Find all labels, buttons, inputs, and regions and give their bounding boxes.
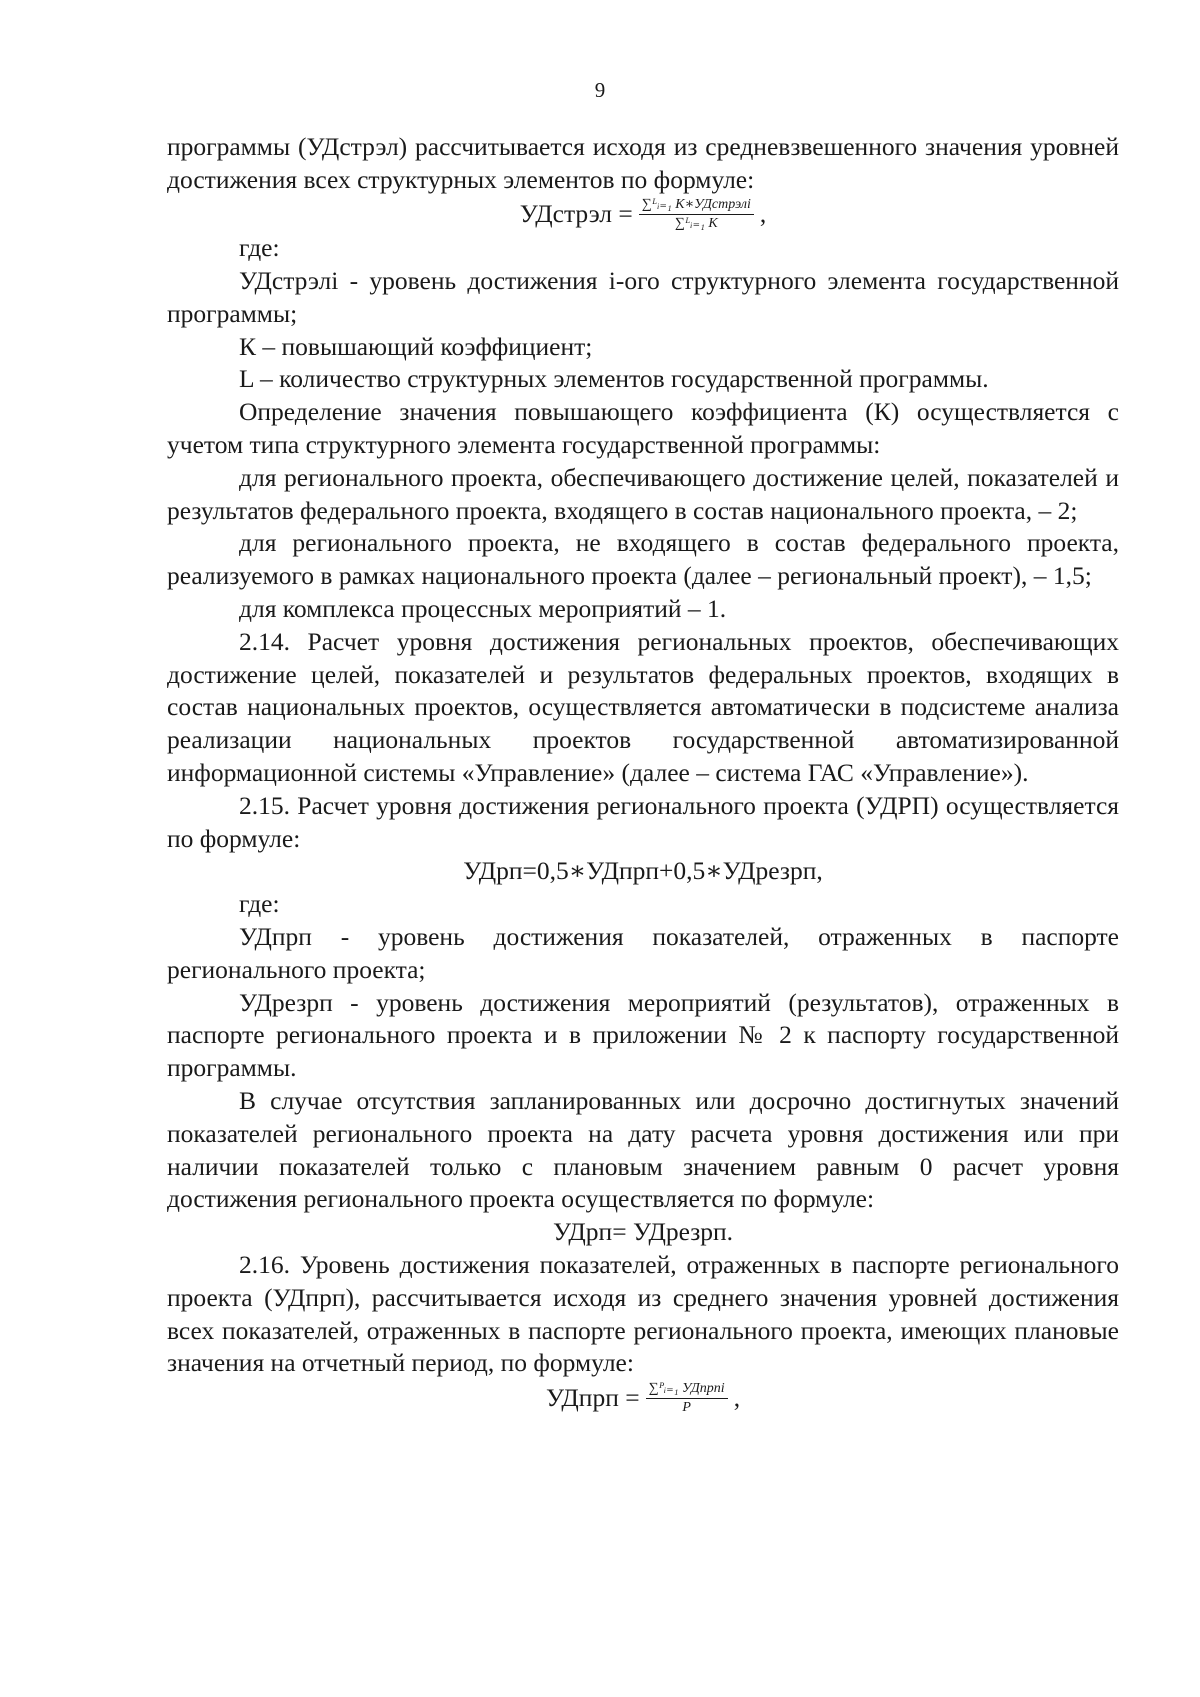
fraction-numerator: ∑ᴸᵢ₌₁ K∗УДстрэлi: [639, 197, 754, 215]
paragraph: УДрезрп - уровень достижения мероприятий (результатов), отраженных в паспорте регионального проекта и в приложении № 2 к паспорту государственной программы.: [167, 987, 1119, 1083]
paragraph: Определение значения повышающего коэффициента (К) осуществляется с учетом типа структурного элемента государственной программы:: [167, 397, 1119, 460]
fraction-denominator: ∑ᴸᵢ₌₁ K: [674, 216, 718, 232]
page-content: [167, 131, 1119, 1416]
formula-tail: ,: [733, 1382, 741, 1412]
paragraph: К – повышающий коэффициент;: [239, 331, 593, 361]
fraction-denominator: P: [682, 1399, 691, 1415]
fraction-numerator: ∑ᴾᵢ₌₁ УДпрпi: [646, 1381, 728, 1399]
section-2-14: 2.14. Расчет уровня достижения региональных проектов, обеспечивающих достижение целей, показателей и результатов федеральных проектов, входящих в состав национальных проектов, осуществляется автоматически в подсистеме анализа реализации национальных проектов государственной автоматизированной информационной системы «Управление» (далее – система ГАС «Управление»).: [167, 626, 1119, 787]
paragraph: для регионального проекта, обеспечивающего достижение целей, показателей и результатов федерального проекта, входящего в состав национального проекта, – 2;: [167, 462, 1119, 525]
page-number: 9: [594, 78, 606, 102]
fraction: [639, 197, 754, 232]
paragraph: В случае отсутствия запланированных или досрочно достигнутых значений показателей регионального проекта на дату расчета уровня достижения или при наличии показателей только с плановым значением равным 0 расчет уровня достижения регионального проекта осуществляется по формуле:: [167, 1085, 1119, 1214]
paragraph: для комплекса процессных мероприятий – 1.: [239, 594, 727, 623]
formula-udprp: [167, 1380, 1119, 1416]
formula-udstrel: [167, 197, 1119, 233]
formula-udrp-alt: УДрп= УДрезрп.: [552, 1217, 734, 1247]
formula-lhs: УДпрп =: [545, 1382, 640, 1412]
section-2-15: 2.15. Расчет уровня достижения регионального проекта (УДРП) осуществляется по формуле:: [167, 790, 1119, 853]
formula-udrp: УДрп=0,5∗УДпрп+0,5∗УДрезрп,: [463, 856, 823, 886]
paragraph: где:: [239, 889, 280, 919]
paragraph: УДпрп - уровень достижения показателей, отраженных в паспорте регионального проекта;: [167, 921, 1119, 984]
paragraph: УДстрэлi - уровень достижения i-ого структурного элемента государственной программы;: [167, 266, 1119, 328]
paragraph: L – количество структурных элементов государственной программы.: [239, 364, 989, 394]
formula-tail: ,: [759, 199, 767, 229]
paragraph: где:: [239, 233, 280, 263]
paragraph: программы (УДстрэл) рассчитывается исходя из средневзвешенного значения уровней достижения всех структурных элементов по формуле:: [167, 132, 1119, 194]
fraction: [646, 1381, 728, 1416]
paragraph: для регионального проекта, не входящего в состав федерального проекта, реализуемого в рамках национального проекта (далее – региональный проект), – 1,5;: [167, 528, 1119, 591]
section-2-16: 2.16. Уровень достижения показателей, отраженных в паспорте регионального проекта (УДпрп), рассчитывается исходя из среднего значения уровней достижения всех показателей, отраженных в паспорте регионального проекта, имеющих плановые значения на отчетный период, по формуле:: [167, 1249, 1119, 1378]
formula-lhs: УДстрэл =: [519, 199, 633, 229]
